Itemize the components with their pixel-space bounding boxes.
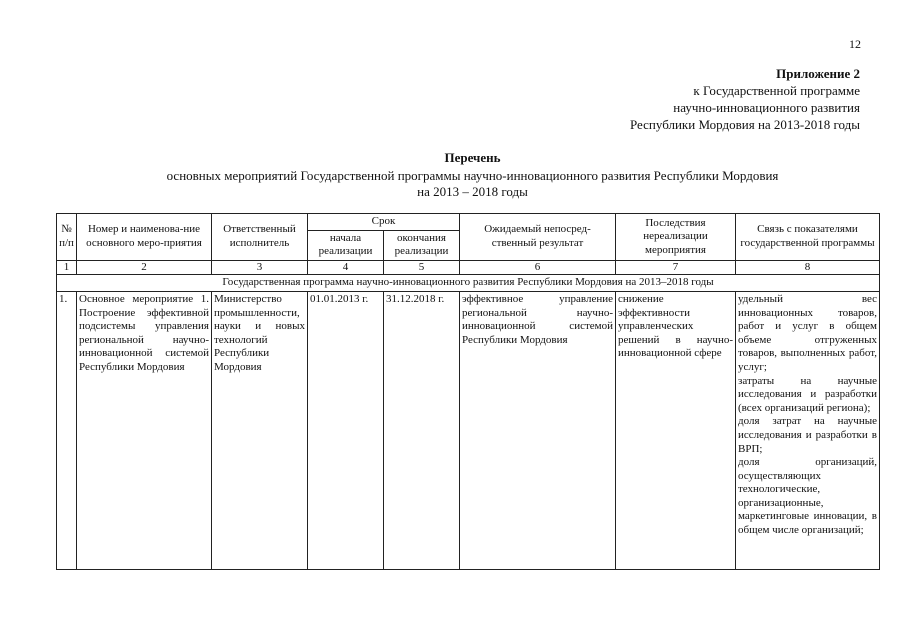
- section-row: [57, 275, 880, 292]
- header-start: начала реализации: [308, 230, 384, 260]
- column-number: 4: [308, 260, 384, 275]
- indicator-item: удельный вес инновационных товаров, работ и услуг в общем объеме отгруженных товаров, выполненных работ, услуг;: [738, 292, 877, 373]
- table-header-row: [57, 214, 880, 231]
- appendix-line-2: научно-инновационного развития: [673, 100, 860, 115]
- indicator-item: доля затрат на научные исследования и разработки в ВРП;: [738, 415, 877, 455]
- responsible-executor: Министерство промышленности, науки и новых технологий Республики Мордовия: [212, 291, 308, 569]
- appendix-line-1: к Государственной программе: [693, 83, 860, 98]
- column-number: 8: [736, 260, 880, 275]
- column-number-row: [57, 260, 880, 275]
- appendix-line-3: Республики Мордовия на 2013-2018 годы: [629, 117, 860, 132]
- table-row: [57, 291, 880, 569]
- expected-result: эффективное управление региональной научно-инновационной системой Республики Мордовия: [460, 291, 616, 569]
- document-subtitle-line-2: на 2013 – 2018 годы: [417, 184, 528, 199]
- non-implementation-consequences: снижение эффективности управленческих решений в научно-инновационной сфере: [616, 291, 736, 569]
- column-number: 3: [212, 260, 308, 275]
- column-number: 5: [384, 260, 460, 275]
- header-indicators: Связь с показателями государственной программы: [736, 214, 880, 261]
- page-number: 12: [849, 37, 861, 51]
- header-term: Срок: [308, 214, 460, 231]
- activity-name: Основное мероприятие 1. Построение эффективной подсистемы управления региональной научно-инновационной системой Республики Мордовия: [77, 291, 212, 569]
- document-title: Перечень: [444, 150, 501, 165]
- header-name: Номер и наименова-ние основного меро-приятия: [77, 214, 212, 261]
- indicators-cell: [736, 291, 880, 569]
- header-result: Ожидаемый непосред-ственный результат: [460, 214, 616, 261]
- column-number: 6: [460, 260, 616, 275]
- row-number: 1.: [57, 291, 77, 569]
- header-consequences: Последствия нереализации мероприятия: [616, 214, 736, 261]
- activities-table: [56, 213, 880, 570]
- header-end: окончания реализации: [384, 230, 460, 260]
- header-executor: Ответственный исполнитель: [212, 214, 308, 261]
- header-number: № п/п: [57, 214, 77, 261]
- column-number: 1: [57, 260, 77, 275]
- column-number: 2: [77, 260, 212, 275]
- indicator-item: затраты на научные исследования и разработки (всех организаций региона);: [738, 374, 877, 414]
- section-title: Государственная программа научно-инновационного развития Республики Мордовия на 2013–2018 годы: [57, 275, 880, 292]
- start-date: 01.01.2013 г.: [308, 291, 384, 569]
- indicator-item: доля организаций, осуществляющих технологические, организационные, маркетинговые инновации, в общем числе организаций;: [738, 456, 877, 537]
- end-date: 31.12.2018 г.: [384, 291, 460, 569]
- appendix-title: Приложение 2: [776, 66, 860, 81]
- column-number: 7: [616, 260, 736, 275]
- document-subtitle-line-1: основных мероприятий Государственной программы научно-инновационного развития Республики Мордовия: [166, 168, 779, 183]
